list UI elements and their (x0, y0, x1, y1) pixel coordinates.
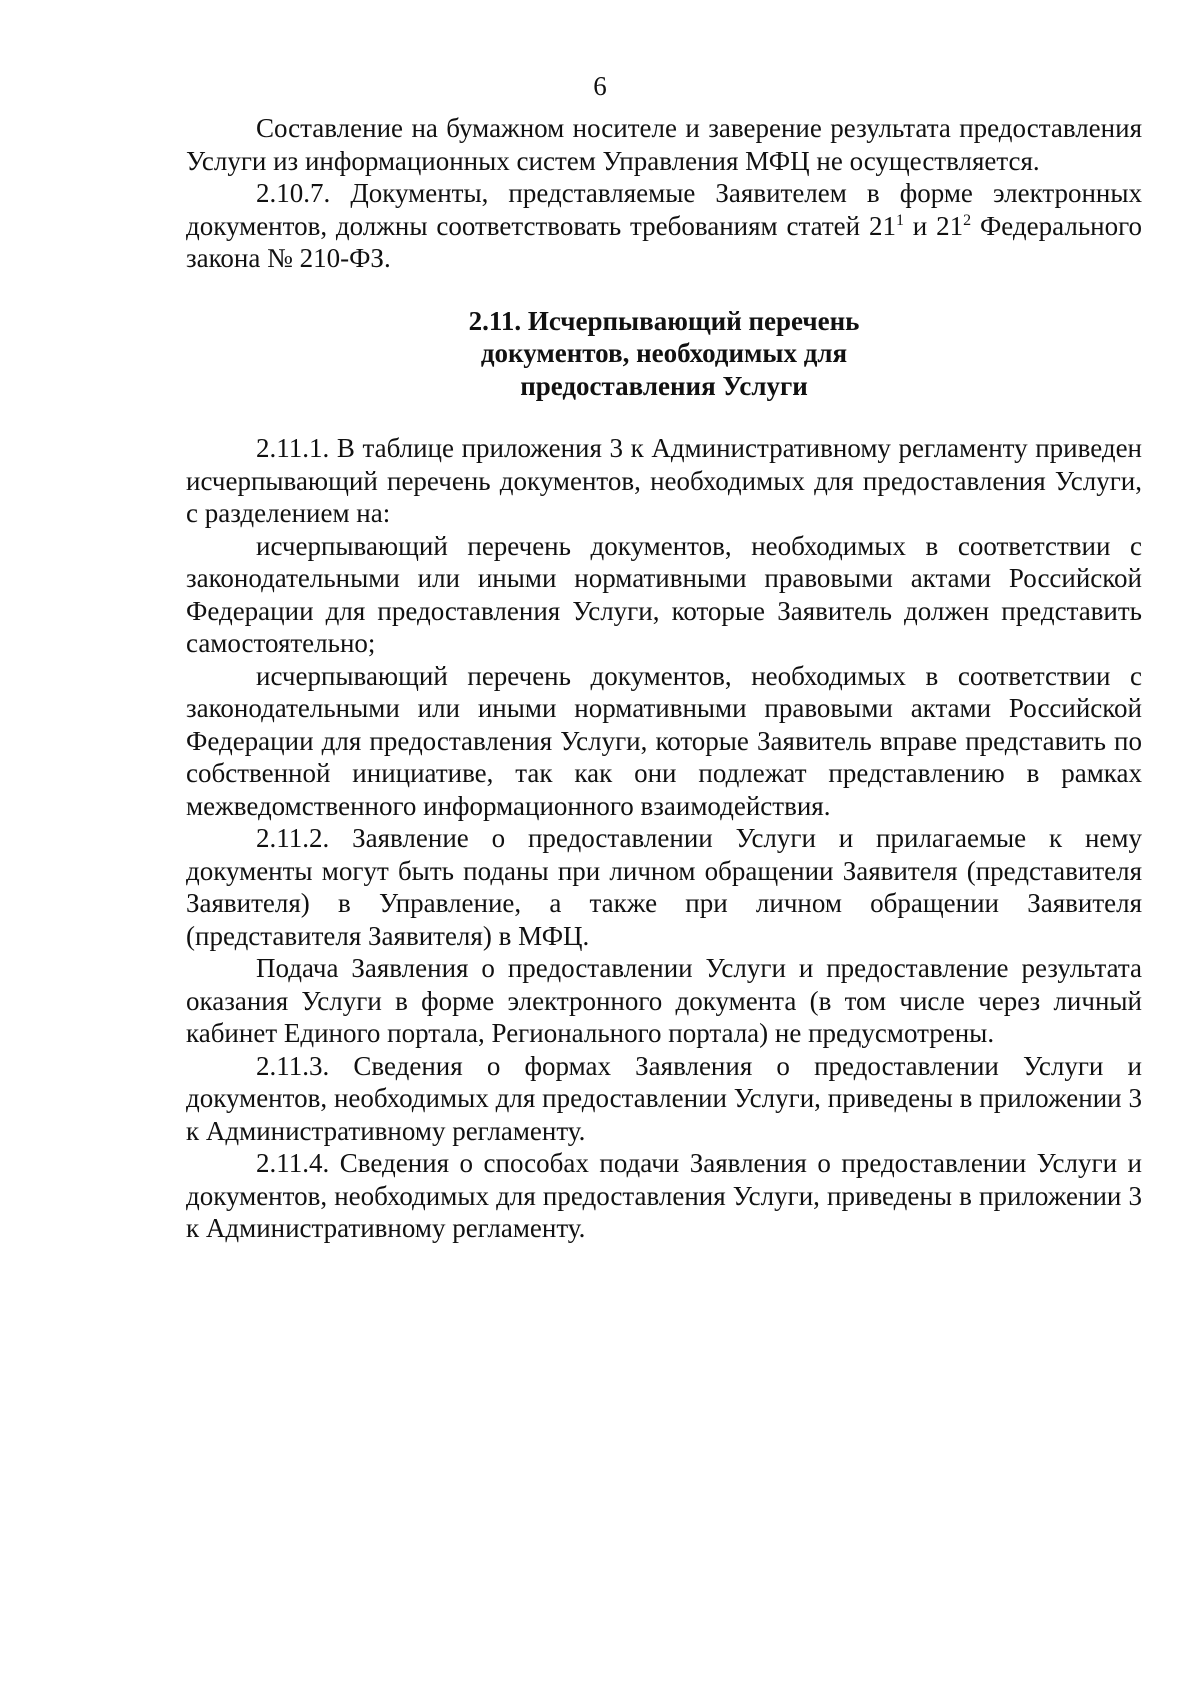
paragraph-list-item-optional: исчерпывающий перечень документов, необходимых в соответствии с законодательными или иными нормативными правовыми актами Российской Федерации для предоставления Услуги, которые Заявитель вправе представить по собственной инициативе, так как они подлежат представлению в рамках межведомственного информационного взаимодействия. (186, 660, 1142, 821)
paragraph-2-11-1: 2.11.1. В таблице приложения 3 к Административному регламенту приведен исчерпывающий перечень документов, необходимых для предоставления Услуги, с разделением на: (186, 433, 1142, 528)
paragraph-2-11-3: 2.11.3. Сведения о формах Заявления о предоставлении Услуги и документов, необходимых для предоставлении Услуги, приведены в приложении 3 к Административному регламенту. (186, 1050, 1142, 1146)
document-body (186, 112, 1142, 1245)
paragraph-electronic-submission: Подача Заявления о предоставлении Услуги и предоставление результата оказания Услуги в форме электронного документа (в том числе через личный кабинет Единого портала, Регионального портала) не предусмотрены. (186, 953, 1142, 1048)
page-number: 6 (593, 71, 607, 101)
section-heading-2-11 (186, 305, 1142, 403)
superscript-2: 2 (963, 211, 972, 229)
paragraph-paper-copy-note: Составление на бумажном носителе и заверение результата предоставления Услуги из информационных систем Управления МФЦ не осуществляется. (186, 113, 1142, 176)
paragraph-2-11-4: 2.11.4. Сведения о способах подачи Заявления о предоставлении Услуги и документов, необходимых для предоставления Услуги, приведены в приложении 3 к Административному регламенту. (186, 1148, 1142, 1243)
paragraph-2-10-7 (186, 177, 1142, 275)
paragraph-2-10-7-mid: и 21 (903, 210, 964, 241)
heading-line-1: 2.11. Исчерпывающий перечень (468, 305, 860, 336)
paragraph-2-10-7-lead: 2.10.7. Документы, представляемые Заявителем в форме электронных документов, должны соответствовать требованиям статей 21 (186, 178, 1142, 241)
paragraph-list-item-mandatory: исчерпывающий перечень документов, необходимых в соответствии с законодательными или иными нормативными правовыми актами Российской Федерации для предоставления Услуги, которые Заявитель должен представить самостоятельно; (186, 530, 1142, 658)
heading-line-2: документов, необходимых для (480, 338, 848, 368)
superscript-1: 1 (895, 211, 904, 229)
heading-line-3: предоставления Услуги (520, 370, 808, 401)
paragraph-2-11-2: 2.11.2. Заявление о предоставлении Услуги и прилагаемые к нему документы могут быть поданы при личном обращении Заявителя (представителя Заявителя) в Управление, а также при личном обращении Заявителя (представителя Заявителя) в МФЦ. (186, 823, 1142, 951)
paragraph-2-10-7-tail: Федерального закона № 210-ФЗ. (186, 210, 1142, 273)
